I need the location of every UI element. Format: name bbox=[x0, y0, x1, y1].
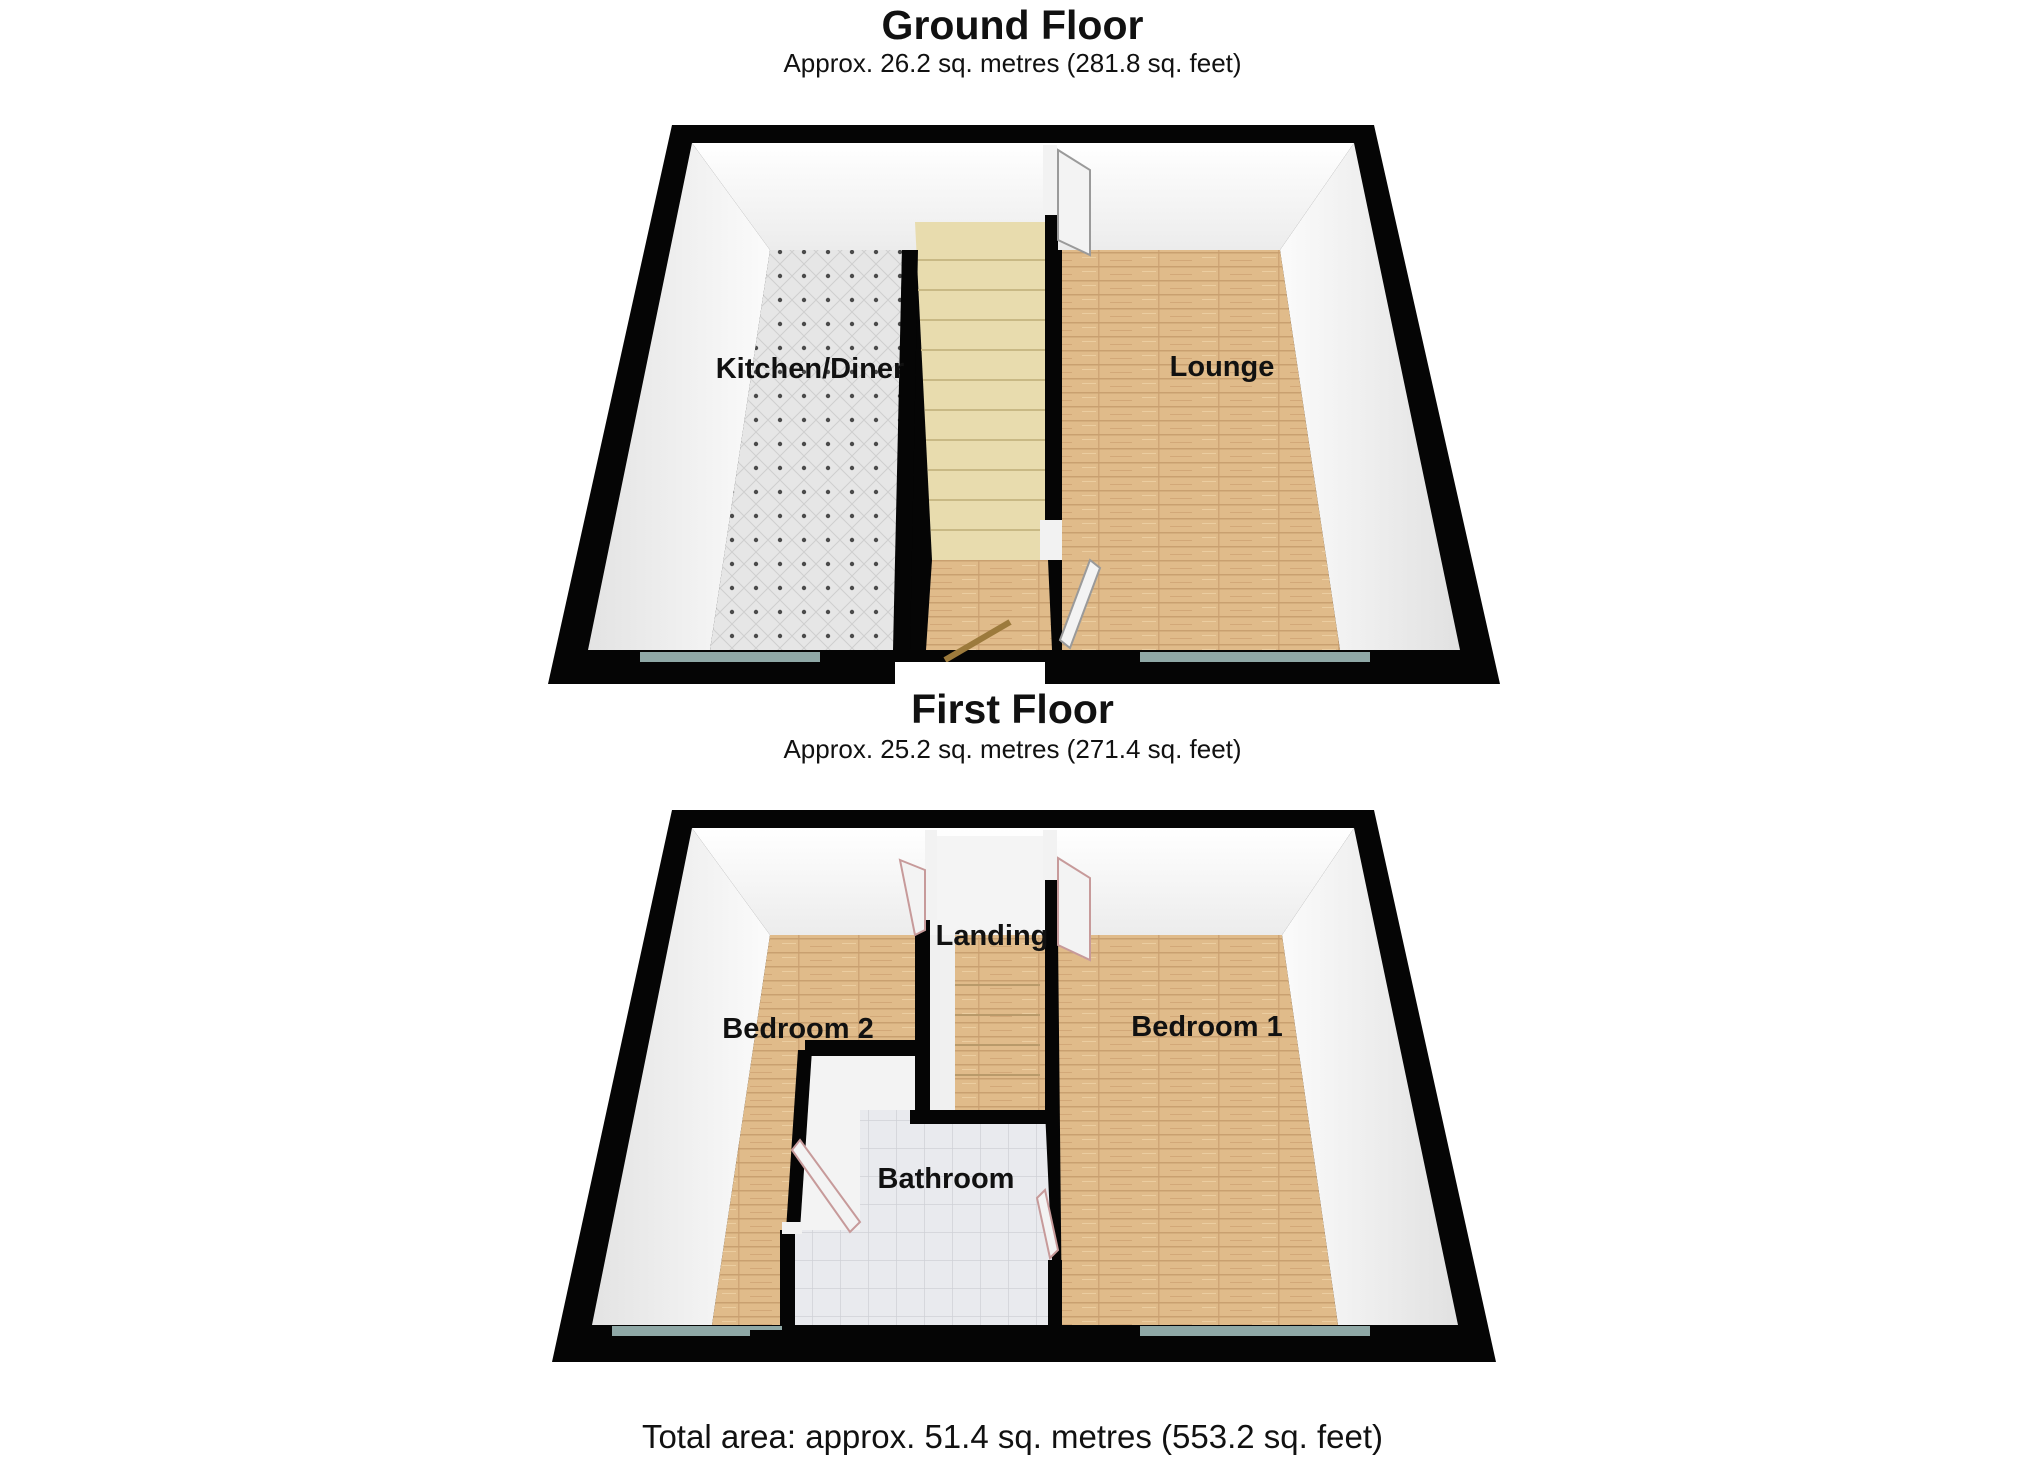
ground-floor-area: Approx. 26.2 sq. metres (281.8 sq. feet) bbox=[783, 48, 1242, 78]
stair-wall-cap bbox=[1040, 520, 1062, 560]
window-right bbox=[1140, 1326, 1370, 1336]
wall-stub-left bbox=[750, 1330, 845, 1362]
partition-cap-left bbox=[925, 830, 937, 920]
bathroom-right-wall bbox=[1048, 1260, 1062, 1330]
room-label-kitchen: Kitchen/Diner bbox=[715, 353, 905, 385]
window-left bbox=[640, 652, 820, 662]
window-right bbox=[1140, 652, 1370, 662]
first-floor-title: First Floor bbox=[911, 686, 1114, 732]
landing-left-wall bbox=[915, 920, 930, 1120]
partition-cap-bath bbox=[782, 1222, 802, 1234]
stair-right-wall bbox=[1045, 190, 1058, 560]
room-label-bedroom2: Bedroom 2 bbox=[722, 1013, 874, 1045]
first-floor-area: Approx. 25.2 sq. metres (271.4 sq. feet) bbox=[783, 734, 1242, 764]
room-label-bathroom: Bathroom bbox=[877, 1163, 1015, 1195]
wall-stub-left bbox=[820, 650, 895, 684]
wall-stub-right bbox=[1045, 650, 1140, 684]
room-label-lounge: Lounge bbox=[1169, 351, 1275, 383]
partition-cap bbox=[1043, 145, 1057, 215]
first-floor-plan bbox=[0, 680, 2025, 1380]
staircase bbox=[915, 222, 1045, 560]
total-area: Total area: approx. 51.4 sq. metres (553.2 sq. feet) bbox=[641, 1418, 1384, 1455]
wall-stub-right bbox=[995, 1330, 1095, 1362]
bathroom-lower-wall bbox=[780, 1230, 795, 1335]
ground-floor-plan bbox=[0, 0, 2025, 700]
ground-floor-title: Ground Floor bbox=[881, 2, 1144, 48]
landing-right-wall bbox=[1045, 880, 1058, 1110]
bathroom-mid-wall bbox=[910, 1110, 1058, 1124]
partition-cap-right bbox=[1043, 830, 1057, 880]
room-label-landing: Landing bbox=[935, 920, 1049, 952]
room-label-bedroom1: Bedroom 1 bbox=[1131, 1011, 1283, 1043]
